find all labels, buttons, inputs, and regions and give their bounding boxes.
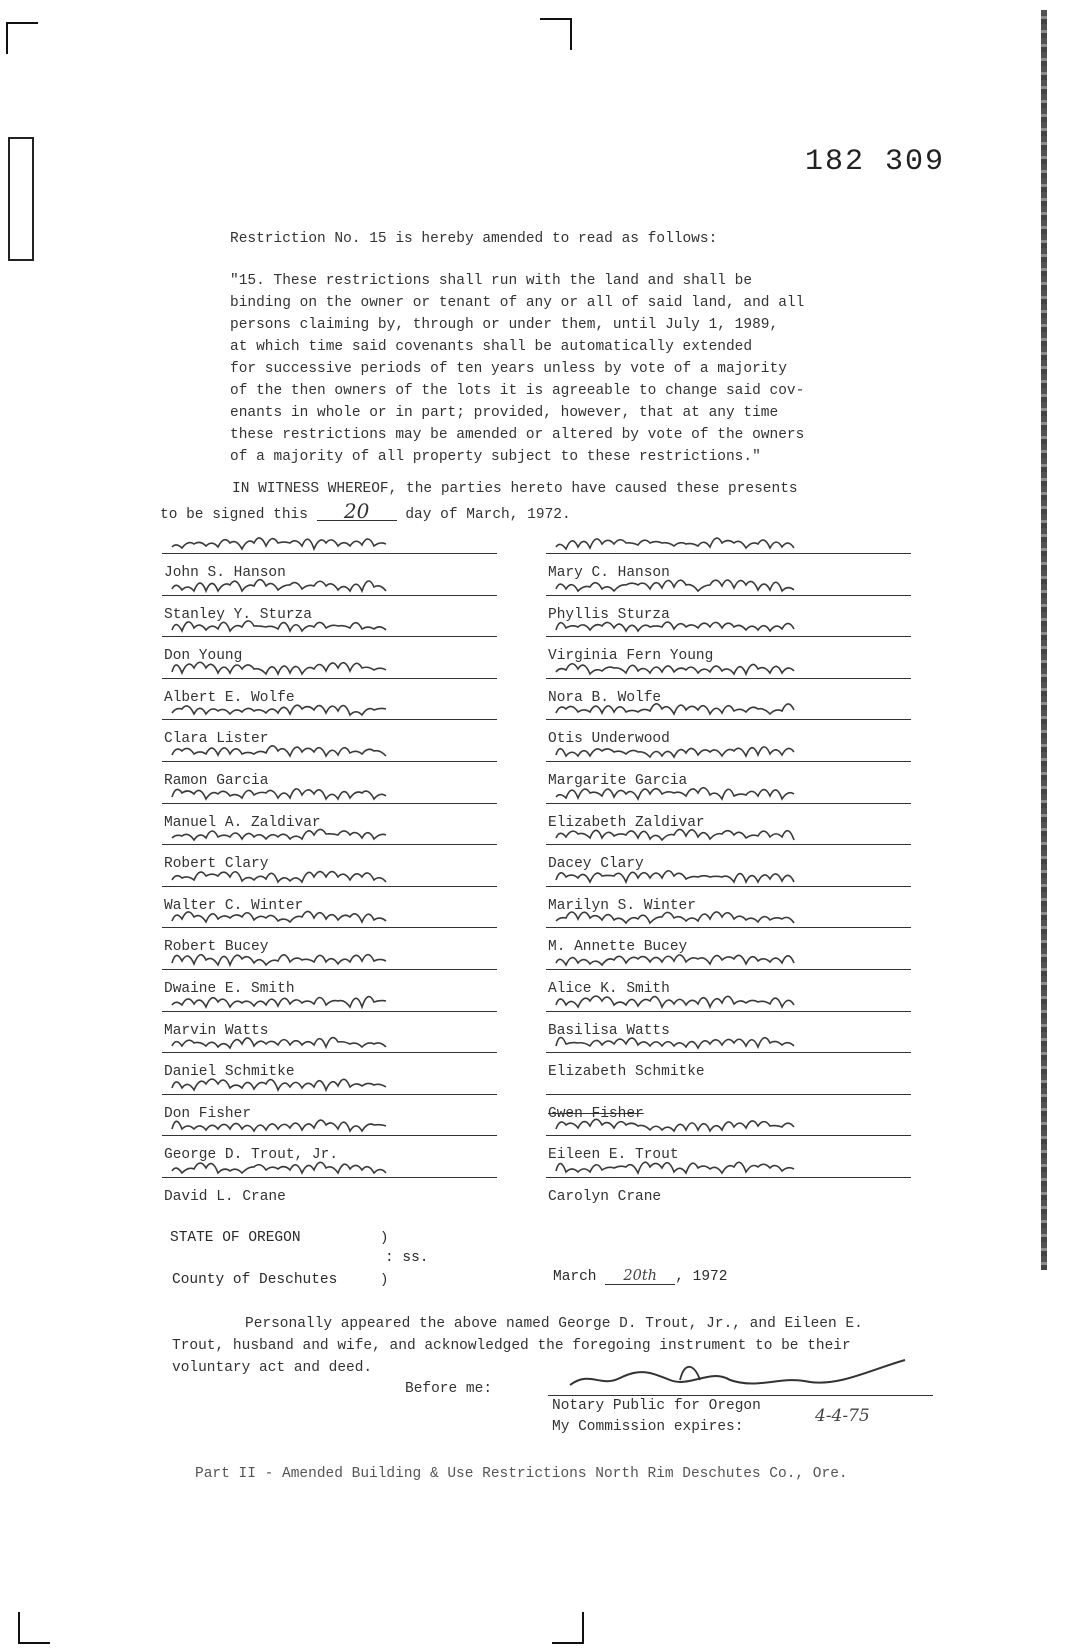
crop-mark-top-left	[6, 22, 38, 54]
signatory-name-left: Manuel A. Zaldivar	[164, 814, 321, 831]
signature-line	[162, 886, 497, 887]
signature-line	[546, 719, 911, 720]
amendment-intro: Restriction No. 15 is hereby amended to read as follows:	[230, 231, 718, 247]
signatory-name-left: Daniel Schmitke	[164, 1064, 295, 1081]
signatory-name-right: Carolyn Crane	[548, 1189, 662, 1205]
notary-state: STATE OF OREGON	[170, 1230, 301, 1246]
signatory-name-right: Phyllis Sturza	[548, 606, 670, 623]
restriction-line: of a majority of all property subject to these restrictions."	[230, 449, 761, 465]
signature-line	[162, 1177, 497, 1178]
signature-line	[162, 761, 497, 762]
signature-line	[546, 1011, 911, 1012]
signatory-name-left: Don Fisher	[164, 1105, 252, 1122]
handwritten-signature	[168, 529, 398, 555]
crop-mark-bottom-center	[552, 1612, 584, 1644]
signature-line	[546, 803, 911, 804]
acknowledgment-line-3: voluntary act and deed.	[172, 1360, 373, 1376]
notary-county: County of Deschutes	[172, 1272, 338, 1288]
signatory-name-right: Otis Underwood	[548, 731, 670, 748]
signatory-name-right: Dacey Clary	[548, 856, 644, 873]
signature-line	[546, 1094, 911, 1095]
acknowledgment-line-2: Trout, husband and wife, and acknowledged the foregoing instrument to be their	[172, 1338, 851, 1354]
signature-line	[162, 969, 497, 970]
signatory-name-left: John S. Hanson	[164, 565, 286, 581]
signatory-name-left: Marvin Watts	[164, 1022, 269, 1039]
signatory-name-left: Albert E. Wolfe	[164, 689, 295, 706]
notary-date-month: March	[553, 1269, 597, 1285]
signature-line	[546, 1177, 911, 1178]
signatory-name-left: Don Young	[164, 648, 243, 665]
commission-label: My Commission expires:	[552, 1419, 744, 1435]
signature-line	[162, 553, 497, 554]
signature-line	[162, 719, 497, 720]
signature-line	[546, 678, 911, 679]
signature-line	[546, 844, 911, 845]
signatory-name-left: Ramon Garcia	[164, 773, 269, 789]
notary-title: Notary Public for Oregon	[552, 1398, 761, 1414]
crop-mark-top-center	[540, 18, 572, 50]
signature-line	[546, 761, 911, 762]
scan-edge	[1041, 10, 1047, 1270]
recording-number: 182 309	[805, 145, 946, 179]
signatory-name-right: Margarite Garcia	[548, 773, 688, 789]
witness-prefix: to be signed this	[160, 507, 308, 523]
acknowledgment-line-1: Personally appeared the above named George D. Trout, Jr., and Eileen E.	[245, 1316, 863, 1332]
signatory-name-left: Clara Lister	[164, 731, 269, 748]
restriction-line: of the then owners of the lots it is agreeable to change said cov-	[230, 383, 805, 399]
restriction-line: at which time said covenants shall be automatically extended	[230, 339, 753, 355]
signature-line	[162, 844, 497, 845]
signature-line	[162, 1094, 497, 1095]
signature-line	[162, 1135, 497, 1136]
staple-mark	[8, 137, 34, 261]
signatory-name-right: Gwen Fisher	[548, 1105, 644, 1122]
signature-line	[546, 927, 911, 928]
restriction-line: binding on the owner or tenant of any or all of said land, and all	[230, 295, 805, 311]
footer-caption: Part II - Amended Building & Use Restrictions North Rim Deschutes Co., Ore.	[195, 1466, 848, 1482]
witness-suffix: day of March, 1972.	[405, 507, 571, 523]
notary-ss: : ss.	[385, 1250, 429, 1266]
signatory-name-left: Robert Bucey	[164, 939, 269, 956]
witness-date-line	[160, 499, 571, 526]
signatory-name-left: Dwaine E. Smith	[164, 981, 295, 997]
signatory-name-right: Mary C. Hanson	[548, 565, 670, 581]
notary-date-year: , 1972	[675, 1269, 728, 1285]
signatory-name-right: Basilisa Watts	[548, 1022, 670, 1039]
crop-mark-bottom-left	[18, 1612, 50, 1644]
signature-line	[546, 886, 911, 887]
signature-line	[162, 803, 497, 804]
before-me-label: Before me:	[405, 1381, 493, 1397]
signatory-name-left: Stanley Y. Sturza	[164, 606, 312, 623]
restriction-text	[230, 270, 870, 468]
signature-line	[546, 636, 911, 637]
signature-line	[546, 595, 911, 596]
signatory-name-right: Marilyn S. Winter	[548, 897, 696, 914]
bracket-mark: )	[380, 1272, 389, 1288]
signature-line	[546, 1052, 911, 1053]
signatory-name-right: Virginia Fern Young	[548, 648, 714, 665]
witness-line: IN WITNESS WHEREOF, the parties hereto have caused these presents	[232, 481, 798, 497]
signature-line	[162, 595, 497, 596]
witness-day: 20	[317, 502, 397, 521]
signature-line	[546, 969, 911, 970]
signature-line	[162, 1052, 497, 1053]
signature-line	[546, 553, 911, 554]
signatory-name-left: George D. Trout, Jr.	[164, 1147, 339, 1164]
signatory-name-right: Elizabeth Schmitke	[548, 1064, 705, 1081]
signature-line	[162, 927, 497, 928]
commission-date: 4-4-75	[815, 1406, 870, 1426]
notary-date	[553, 1268, 727, 1285]
restriction-line: persons claiming by, through or under them, until July 1, 1989,	[230, 317, 779, 333]
signatory-name-right: Eileen E. Trout	[548, 1147, 679, 1164]
signature-line	[162, 636, 497, 637]
restriction-line: these restrictions may be amended or altered by vote of the owners	[230, 427, 805, 443]
signatory-name-right: Alice K. Smith	[548, 981, 670, 997]
restriction-line: for successive periods of ten years unless by vote of a majority	[230, 361, 787, 377]
signature-line	[162, 678, 497, 679]
signature-line	[162, 1011, 497, 1012]
signatory-name-right: M. Annette Bucey	[548, 939, 688, 956]
restriction-line: "15. These restrictions shall run with the land and shall be	[230, 273, 753, 289]
bracket-mark: )	[380, 1230, 389, 1246]
notary-date-day: 20th	[605, 1268, 675, 1285]
restriction-line: enants in whole or in part; provided, however, that at any time	[230, 405, 779, 421]
signatory-name-right: Nora B. Wolfe	[548, 689, 662, 706]
signatory-name-left: Walter C. Winter	[164, 897, 304, 914]
signature-line	[546, 1135, 911, 1136]
signatory-name-left: David L. Crane	[164, 1189, 286, 1205]
signatory-name-left: Robert Clary	[164, 856, 269, 873]
handwritten-signature	[552, 529, 812, 555]
signatory-name-right: Elizabeth Zaldivar	[548, 814, 705, 831]
